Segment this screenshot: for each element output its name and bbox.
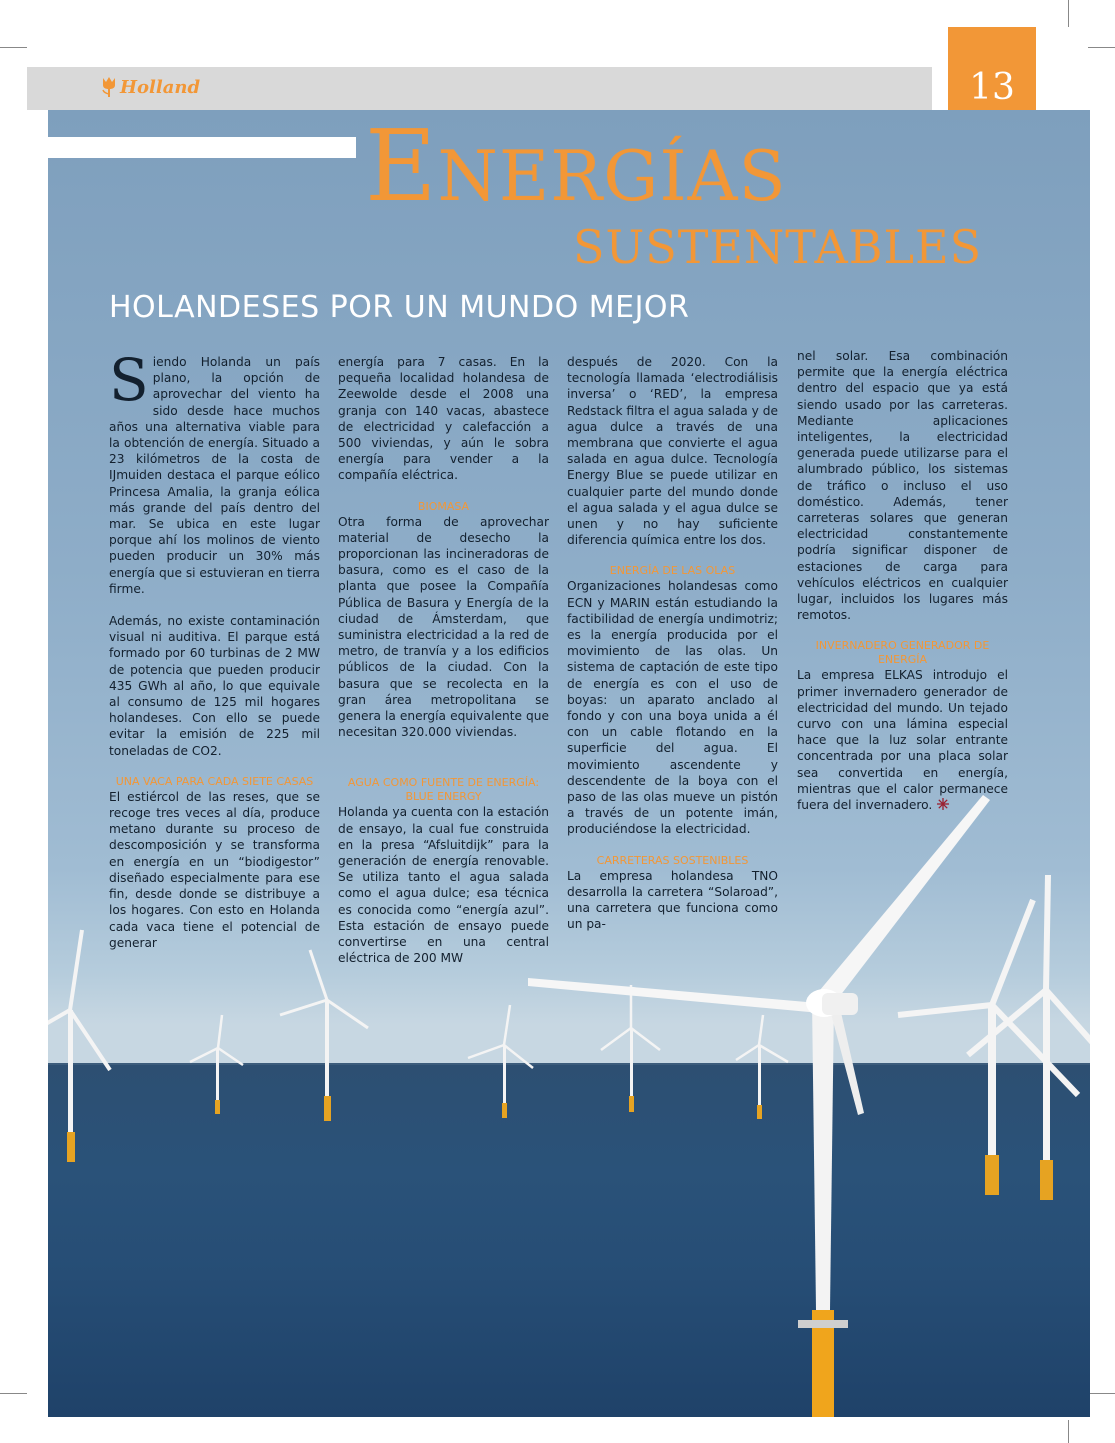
section-heading: ENERGÍA DE LAS OLAS [609,564,736,578]
page-subtitle: SUSTENTABLES [573,220,983,274]
paragraph: Siendo Holanda un país plano, la opción de aprovechar del viento ha sido desde hace muchos años una alternativa viable para la obtención de energía. Situado a 23 kilómetros de la costa de IJmuiden destaca el parque eólico Princesa Amalia, la granja eólica más grande del país dentro del mar. Se ubica en este lugar porque ahí los molinos de viento pueden producir un 30% más energía que si estuvieran en tierra firme. [109,346,320,596]
paragraph: nel solar. Esa combinación permite que la energía eléctrica dentro del espacio que ya está siendo usado por las carreteras. Mediante aplicaciones inteligentes, la electricidad generada puede utilizarse para el alumbrado público, los sistemas de tráfico o incluso el uso doméstico. Además, tener carreteras solares que generan electricidad constantemente podría significar disponer de estaciones de carga para vehículos eléctricos en cualquier lugar, incluidos los lugares más remotos. [797,349,1008,623]
section-heading: UNA VACA PARA CADA SIETE CASAS [115,774,314,788]
crop-mark [1068,1420,1069,1443]
headline: HOLANDESES POR UN MUNDO MEJOR [109,290,690,325]
column-4 [797,348,1008,813]
crop-mark [1068,0,1069,27]
end-flower-icon [936,797,950,811]
paragraph: Otra forma de aprovechar material de desecho la proporcionan las incineradoras de basura, como es el caso de la planta que posee la Compañía Pública de Basura y Energía de la ciudad de Ámsterdam, que suministra electricidad a la red de metro, de tranvía y a los edificios públicos de la ciudad. Con la basura que se recolecta en la gran área metropolitana se genera la energía equivalente que necesitan 320.000 viviendas. [338,514,549,740]
crop-mark [0,47,27,48]
paragraph: Holanda ya cuenta con la estación de ensayo, la cual fue construida en la presa “Afsluitdijk” para la generación de energía renovable. Se utiliza tanto el agua salada como el agua dulce; esa técnica es conocida como “energía azul”. Esta estación de ensayo puede convertirse en una central eléctrica de 200 MW [338,805,549,966]
holland-logo [100,76,200,98]
paragraph: después de 2020. Con la tecnología llamada ‘electrodiálisis inversa’ o ‘RED’, la empresa Redstack filtra el agua salada y de agua dulce a través de una membrana que convierte el agua salada en agua dulce. Tecnología Energy Blue se puede utilizar en cualquier parte del mundo donde el agua salada y el agua dulce se unen y no hay suficiente diferencia química entre los dos. [567,355,778,548]
paragraph: Organizaciones holandesas como ECN y MARIN están estudiando la factibilidad de energía undimotriz; es la energía producida por el movimiento de las olas. Un sistema de captación de este tipo de energía es con el uso de boyas: un aparato anclado al fondo y con una boya unida a él con un cable flotando en la superficie del agua. El movimiento ascendente y descendente de la boya con el paso de las olas mueve un pistón a través de un potente imán, produciéndose la electricidad. [567,579,778,837]
white-strip [48,137,356,158]
logo-text: Holland [120,76,201,98]
paragraph: La empresa ELKAS introdujo el primer invernadero generador de electricidad del mundo. Un tejado curvo con una lámina especial hace que la luz solar entrante concentrada por una placa solar sea convertida en energía, mientras que el calor permanece fuera del invernadero. [797,668,1008,813]
page-number: 13 [969,67,1015,108]
column-1 [109,346,320,951]
paragraph: Además, no existe contaminación visual ni auditiva. El parque está formado por 60 turbinas de 2 MW de potencia que pueden producir 435 GWh al año, lo que equivale al consumo de 125 mil hogares holandeses. Con ello se puede evitar la emisión de 225 mil toneladas de CO2. [109,614,320,758]
section-heading: BIOMASA [417,499,470,513]
drop-cap: S [109,346,149,414]
section-heading: CARRETERAS SOSTENIBLES [596,853,749,867]
paragraph: energía para 7 casas. En la pequeña localidad holandesa de Zeewolde desde el 2008 una granja con 140 vacas, abastece de electricidad y calefacción a 500 viviendas, y aún le sobra energía para vender a la compañía eléctrica. [338,355,549,483]
paragraph: La empresa holandesa TNO desarrolla la carretera “Solaroad”, una carretera que funciona como un pa- [567,868,778,932]
column-3 [567,354,778,933]
column-2 [338,354,549,967]
paragraph: El estiércol de las reses, que se recoge tres veces al día, produce metano durante su proceso de descomposición y se transforma en energía en un “biodigestor” diseñado especialmente para ese fin, desde donde se distribuye a los hogares. Con esto en Holanda cada vaca tiene el potencial de generar [109,789,320,950]
tulip-icon [100,76,118,98]
page-title: Energías [365,110,787,224]
section-heading: AGUA COMO FUENTE DE ENERGÍA: BLUE ENERGY [347,776,540,804]
crop-mark [0,1393,27,1394]
turbine-small [48,930,110,1162]
crop-mark [1088,47,1115,48]
section-heading: INVERNADERO GENERADOR DE ENERGÍA [815,639,990,667]
crop-mark [1088,1393,1115,1394]
